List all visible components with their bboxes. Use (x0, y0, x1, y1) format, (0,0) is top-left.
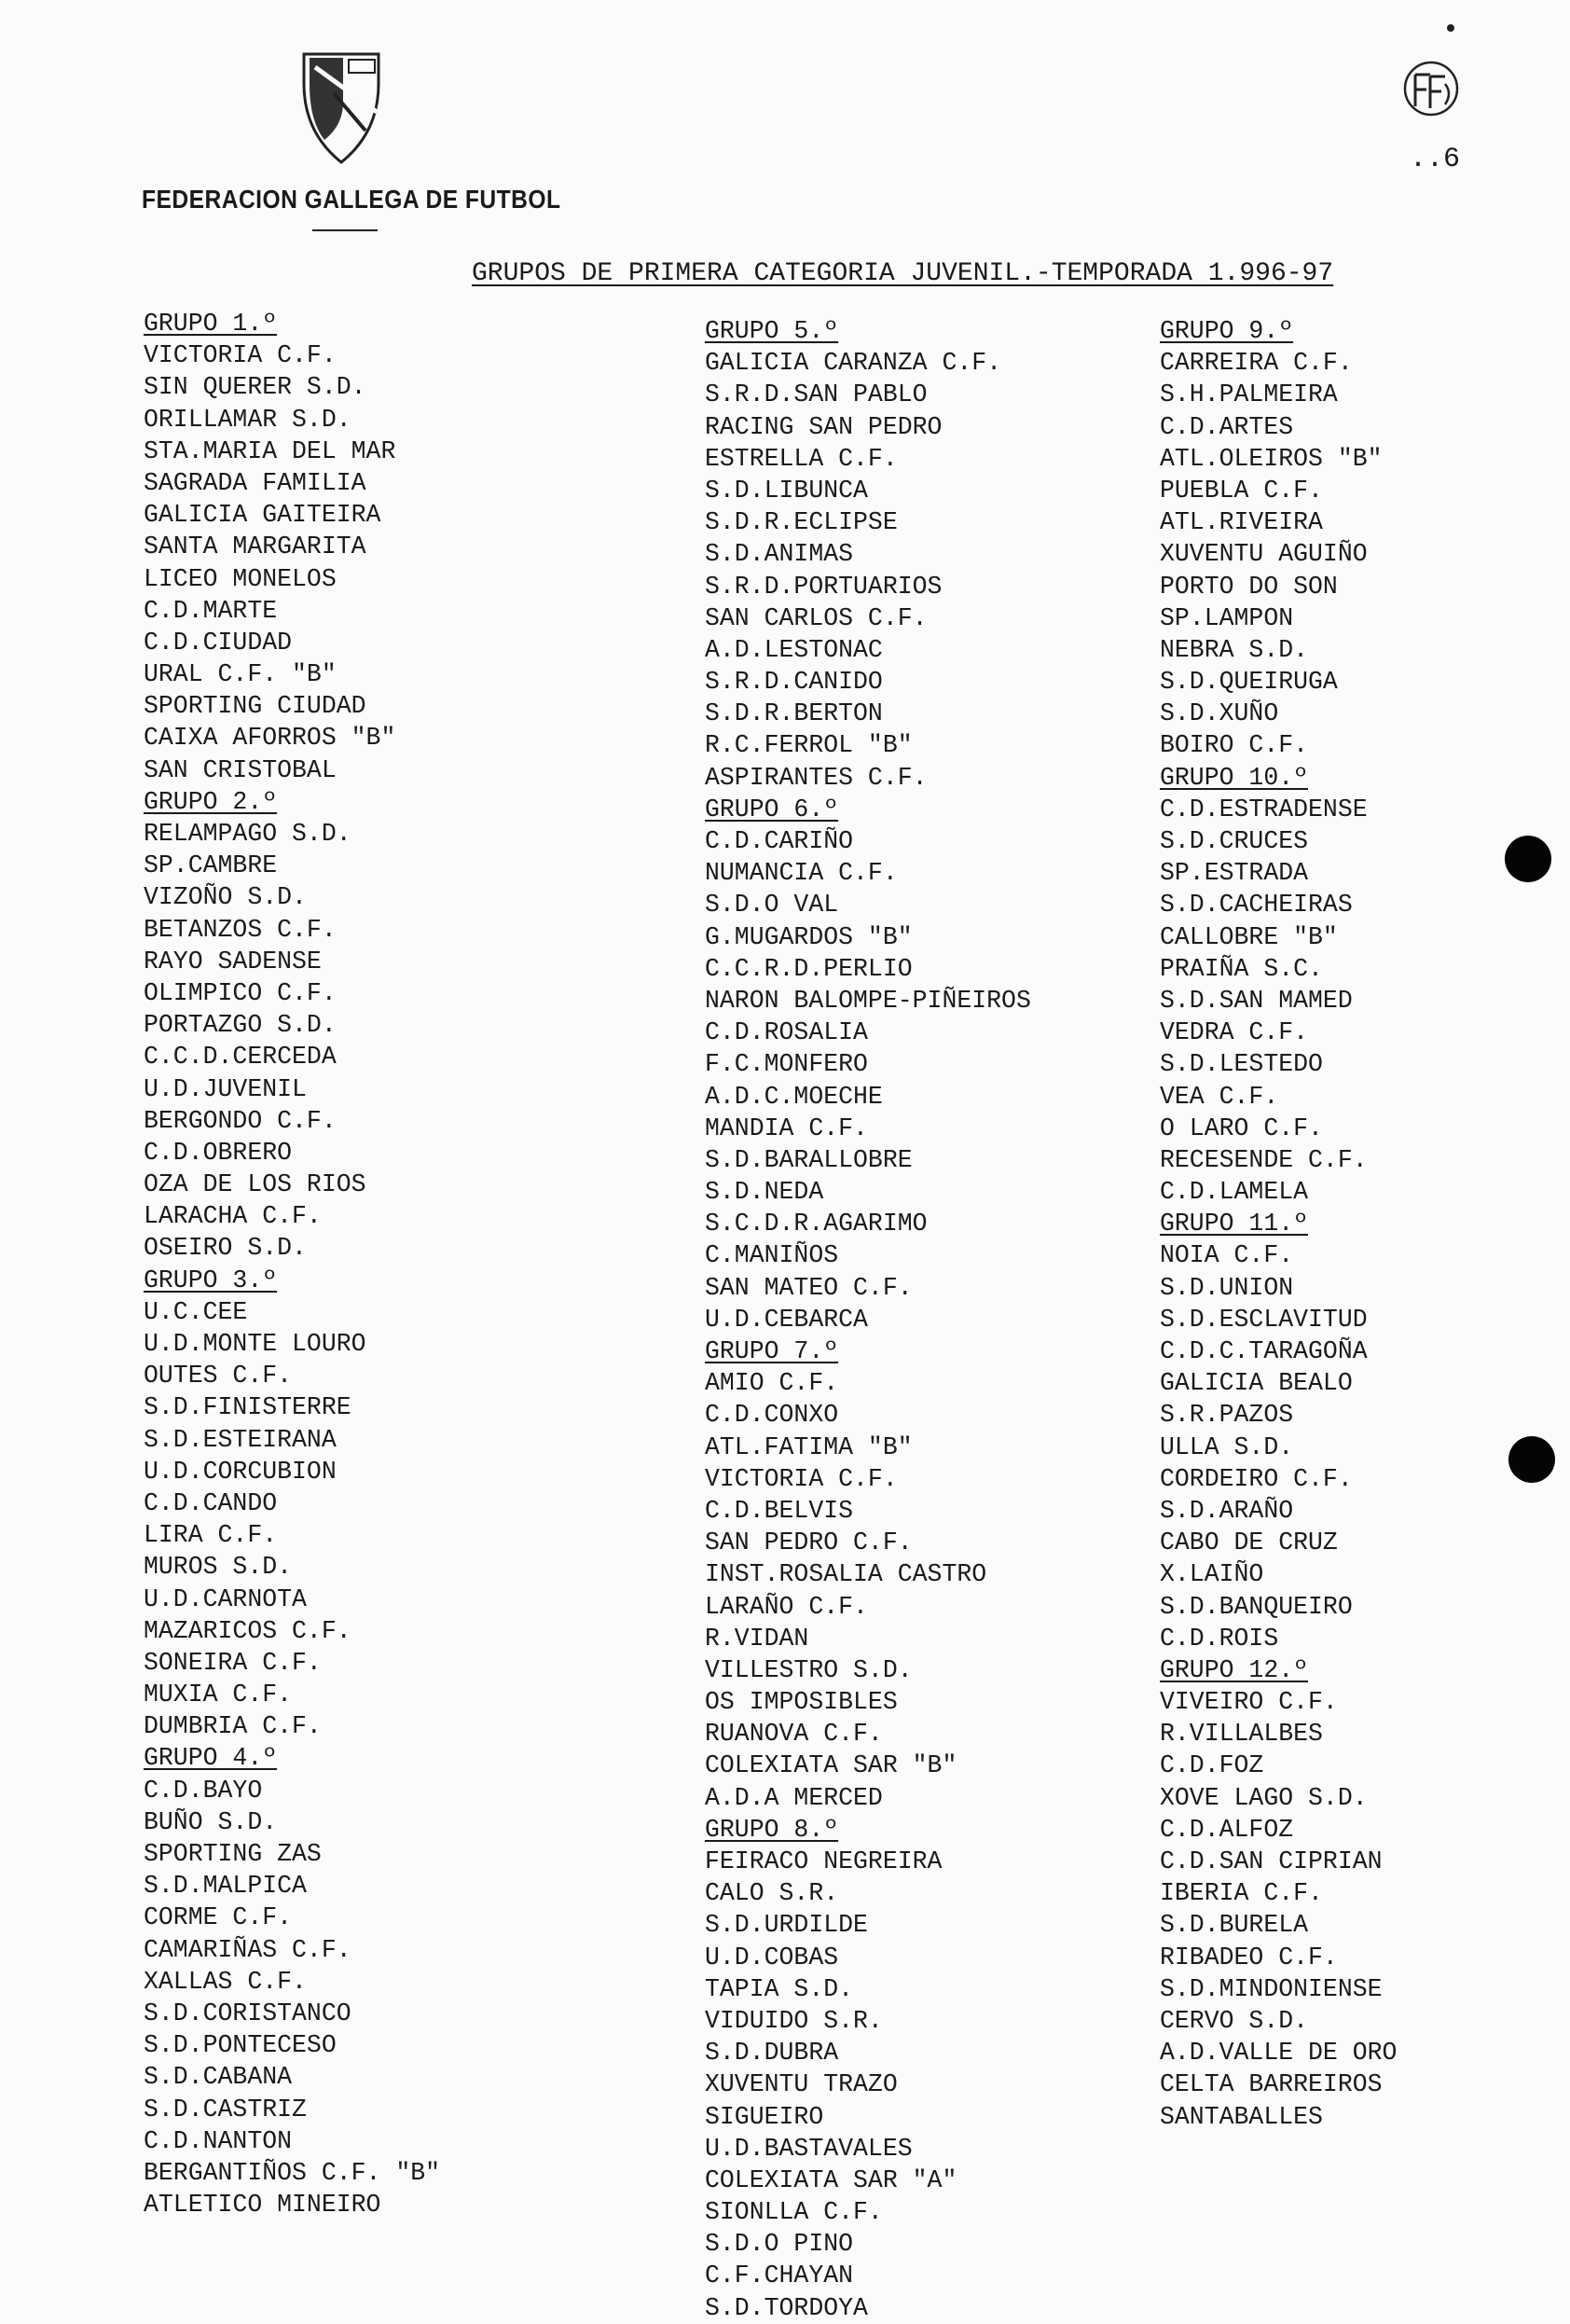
team-name: C.D.ALFOZ (1160, 1815, 1294, 1844)
team-name: XALLAS C.F. (144, 1967, 307, 1996)
team-name: LIRA C.F. (144, 1521, 278, 1550)
group-heading: GRUPO 12.º (1160, 1655, 1309, 1684)
team-name: VIDUIDO S.R. (705, 2006, 883, 2035)
team-name: OS IMPOSIBLES (705, 1688, 898, 1717)
group-column-1 (144, 308, 440, 2220)
team-name: S.D.R.ECLIPSE (705, 508, 898, 537)
team-name: C.D.CANDO (144, 1488, 278, 1517)
team-name: C.D.C.TARAGOÑA (1160, 1337, 1368, 1365)
team-name: SP.ESTRADA (1160, 859, 1309, 888)
team-name: COLEXIATA SAR "A" (705, 2165, 957, 2194)
team-name: PRAIÑA S.C. (1160, 954, 1323, 983)
group-heading: GRUPO 10.º (1160, 763, 1309, 792)
team-name: C.MANIÑOS (705, 1241, 839, 1270)
team-name: ATL.RIVEIRA (1160, 508, 1323, 537)
team-name: ATL.OLEIROS "B" (1160, 444, 1383, 473)
team-name: C.D.BELVIS (705, 1496, 854, 1525)
team-name: C.D.ESTRADENSE (1160, 795, 1368, 823)
team-name: O LARO C.F. (1160, 1114, 1323, 1142)
team-name: G.MUGARDOS "B" (705, 922, 913, 951)
organization-name: FEDERACION GALLEGA DE FUTBOL (142, 185, 561, 214)
team-name: MUXIA C.F. (144, 1681, 293, 1709)
team-name: OZA DE LOS RIOS (144, 1170, 366, 1199)
team-name: TAPIA S.D. (705, 1974, 854, 2003)
team-name: OUTES C.F. (144, 1362, 293, 1390)
team-name: S.D.MINDONIENSE (1160, 1974, 1383, 2003)
team-name: S.D.CACHEIRAS (1160, 891, 1353, 920)
team-name: C.D.ARTES (1160, 412, 1294, 441)
team-name: S.H.PALMEIRA (1160, 380, 1338, 409)
team-name: VEDRA C.F. (1160, 1018, 1309, 1047)
team-name: S.D.URDILDE (705, 1911, 868, 1940)
team-name: DUMBRIA C.F. (144, 1712, 322, 1741)
team-name: S.D.XUÑO (1160, 699, 1279, 728)
team-name: CORDEIRO C.F. (1160, 1464, 1353, 1493)
team-name: CARREIRA C.F. (1160, 349, 1353, 378)
team-name: S.R.D.CANIDO (705, 668, 883, 697)
team-name: MANDIA C.F. (705, 1114, 868, 1142)
team-name: ULLA S.D. (1160, 1432, 1294, 1461)
team-name: S.D.TORDOYA (705, 2293, 868, 2322)
ink-dot (1447, 24, 1454, 32)
team-name: SIN QUERER S.D. (144, 373, 366, 402)
page-number: ..6 (1410, 144, 1461, 175)
team-name: SAN CRISTOBAL (144, 755, 337, 784)
team-name: CALO S.R. (705, 1879, 839, 1908)
group-heading: GRUPO 5.º (705, 317, 839, 345)
team-name: C.D.ROIS (1160, 1624, 1279, 1653)
team-name: R.C.FERROL "B" (705, 731, 913, 760)
team-name: IBERIA C.F. (1160, 1879, 1323, 1908)
group-column-2 (705, 315, 1031, 2324)
ffg-seal-icon (1398, 56, 1464, 121)
team-name: SAN MATEO C.F. (705, 1273, 913, 1302)
team-name: URAL C.F. "B" (144, 660, 337, 689)
team-name: BETANZOS C.F. (144, 915, 337, 944)
team-name: U.C.CEE (144, 1297, 248, 1326)
team-name: S.D.MALPICA (144, 1872, 307, 1901)
team-name: S.D.R.BERTON (705, 699, 883, 728)
team-name: S.D.ESCLAVITUD (1160, 1305, 1368, 1334)
team-name: INST.ROSALIA CASTRO (705, 1560, 987, 1589)
team-name: C.D.CONXO (705, 1401, 839, 1430)
federation-crest-icon (296, 47, 386, 166)
team-name: XOVE LAGO S.D. (1160, 1783, 1368, 1812)
team-name: A.D.A MERCED (705, 1783, 883, 1812)
team-name: SPORTING ZAS (144, 1840, 322, 1868)
team-name: NEBRA S.D. (1160, 635, 1309, 664)
team-name: AMIO C.F. (705, 1369, 839, 1398)
team-name: C.D.CARIÑO (705, 827, 854, 855)
team-name: XUVENTU TRAZO (705, 2070, 898, 2099)
team-name: S.D.O PINO (705, 2230, 854, 2259)
binder-hole (1508, 1436, 1555, 1483)
team-name: VILLESTRO S.D. (705, 1655, 913, 1684)
team-name: S.D.BARALLOBRE (705, 1145, 913, 1174)
team-name: CELTA BARREIROS (1160, 2070, 1383, 2099)
team-name: LARACHA C.F. (144, 1202, 322, 1231)
team-name: S.D.CASTRIZ (144, 2095, 307, 2123)
team-name: U.D.CORCUBION (144, 1457, 337, 1486)
team-name: S.D.BANQUEIRO (1160, 1592, 1353, 1621)
group-heading: GRUPO 6.º (705, 795, 839, 823)
team-name: RACING SAN PEDRO (705, 412, 943, 441)
team-name: ATLETICO MINEIRO (144, 2191, 381, 2220)
team-name: PORTO DO SON (1160, 572, 1338, 601)
team-name: U.D.CEBARCA (705, 1305, 868, 1334)
team-name: A.D.C.MOECHE (705, 1082, 883, 1111)
team-name: VICTORIA C.F. (144, 341, 337, 370)
team-name: BUÑO S.D. (144, 1807, 278, 1836)
binder-hole (1505, 836, 1551, 882)
team-name: OLIMPICO C.F. (144, 978, 337, 1007)
team-name: C.D.FOZ (1160, 1751, 1264, 1780)
team-name: CABO DE CRUZ (1160, 1529, 1338, 1557)
team-name: X.LAIÑO (1160, 1560, 1264, 1589)
team-name: MUROS S.D. (144, 1553, 293, 1582)
team-name: OSEIRO S.D. (144, 1234, 307, 1263)
team-name: MAZARICOS C.F. (144, 1616, 351, 1645)
team-name: S.D.ANIMAS (705, 540, 854, 569)
team-name: C.D.OBRERO (144, 1138, 293, 1167)
group-heading: GRUPO 4.º (144, 1744, 278, 1773)
team-name: S.D.DUBRA (705, 2039, 839, 2068)
team-name: ORILLAMAR S.D. (144, 405, 351, 434)
team-name: C.D.MARTE (144, 596, 278, 625)
team-name: S.D.CABANA (144, 2063, 293, 2092)
team-name: S.D.LESTEDO (1160, 1050, 1323, 1079)
team-name: S.R.D.SAN PABLO (705, 380, 928, 409)
team-name: SIGUEIRO (705, 2102, 824, 2131)
group-heading: GRUPO 1.º (144, 310, 278, 338)
team-name: ASPIRANTES C.F. (705, 763, 928, 792)
team-name: RECESENDE C.F. (1160, 1145, 1368, 1174)
team-name: ATL.FATIMA "B" (705, 1432, 913, 1461)
team-name: SP.LAMPON (1160, 603, 1294, 632)
team-name: R.VIDAN (705, 1624, 809, 1653)
team-name: R.VILLALBES (1160, 1720, 1323, 1749)
team-name: U.D.JUVENIL (144, 1074, 307, 1103)
team-name: NUMANCIA C.F. (705, 859, 898, 888)
team-name: CAIXA AFORROS "B" (144, 724, 396, 753)
team-name: S.D.LIBUNCA (705, 476, 868, 505)
team-name: S.R.D.PORTUARIOS (705, 572, 943, 601)
team-name: F.C.MONFERO (705, 1050, 868, 1079)
team-name: SONEIRA C.F. (144, 1648, 322, 1677)
team-name: C.C.D.CERCEDA (144, 1043, 337, 1072)
team-name: C.D.SAN CIPRIAN (1160, 1847, 1383, 1875)
team-name: CAMARIÑAS C.F. (144, 1935, 351, 1964)
team-name: C.D.BAYO (144, 1776, 263, 1805)
team-name: XUVENTU AGUIÑO (1160, 540, 1368, 569)
team-name: VIVEIRO C.F. (1160, 1688, 1338, 1717)
team-name: S.D.FINISTERRE (144, 1393, 351, 1422)
team-name: PORTAZGO S.D. (144, 1011, 337, 1040)
team-name: SANTABALLES (1160, 2102, 1323, 2131)
group-heading: GRUPO 7.º (705, 1337, 839, 1365)
team-name: SIONLLA C.F. (705, 2198, 883, 2227)
team-name: S.D.PONTECESO (144, 2031, 337, 2060)
team-name: RUANOVA C.F. (705, 1720, 883, 1749)
team-name: S.D.ARAÑO (1160, 1496, 1294, 1525)
group-heading: GRUPO 9.º (1160, 317, 1294, 345)
team-name: S.D.CRUCES (1160, 827, 1309, 855)
team-name: U.D.MONTE LOURO (144, 1330, 366, 1358)
team-name: C.D.LAMELA (1160, 1178, 1309, 1207)
team-name: C.D.CIUDAD (144, 628, 293, 657)
team-name: GALICIA CARANZA C.F. (705, 349, 1002, 378)
team-name: RIBADEO C.F. (1160, 1943, 1338, 1971)
team-name: S.C.D.R.AGARIMO (705, 1210, 928, 1238)
team-name: BERGONDO C.F. (144, 1106, 337, 1135)
team-name: S.D.CORISTANCO (144, 1999, 351, 2027)
team-name: BERGANTIÑOS C.F. "B" (144, 2158, 441, 2187)
team-name: S.D.QUEIRUGA (1160, 668, 1338, 697)
team-name: RELAMPAGO S.D. (144, 820, 351, 848)
team-name: LICEO MONELOS (144, 564, 337, 593)
group-heading: GRUPO 3.º (144, 1266, 278, 1294)
team-name: VICTORIA C.F. (705, 1464, 898, 1493)
team-name: ESTRELLA C.F. (705, 444, 898, 473)
team-name: S.D.SAN MAMED (1160, 986, 1353, 1015)
team-name: A.D.VALLE DE ORO (1160, 2039, 1398, 2068)
team-name: CORME C.F. (144, 1903, 293, 1932)
team-name: CALLOBRE "B" (1160, 922, 1338, 951)
team-name: VEA C.F. (1160, 1082, 1279, 1111)
team-name: GALICIA BEALO (1160, 1369, 1353, 1398)
team-name: LARAÑO C.F. (705, 1592, 868, 1621)
team-name: CERVO S.D. (1160, 2006, 1309, 2035)
group-heading: GRUPO 11.º (1160, 1210, 1309, 1238)
team-name: C.D.ROSALIA (705, 1018, 868, 1047)
team-name: FEIRACO NEGREIRA (705, 1847, 943, 1875)
document-title: GRUPOS DE PRIMERA CATEGORIA JUVENIL.-TEMPORADA 1.996-97 (472, 259, 1334, 288)
group-heading: GRUPO 2.º (144, 787, 278, 816)
team-name: NOIA C.F. (1160, 1241, 1294, 1270)
team-name: VIZOÑO S.D. (144, 883, 307, 912)
team-name: SAN PEDRO C.F. (705, 1529, 913, 1557)
group-heading: GRUPO 8.º (705, 1815, 839, 1844)
organization-underline (312, 229, 378, 231)
team-name: U.D.BASTAVALES (705, 2134, 913, 2163)
team-name: STA.MARIA DEL MAR (144, 436, 396, 465)
team-name: A.D.LESTONAC (705, 635, 883, 664)
team-name: S.D.BURELA (1160, 1911, 1309, 1940)
team-name: U.D.COBAS (705, 1943, 839, 1971)
team-name: SAN CARLOS C.F. (705, 603, 928, 632)
team-name: C.C.R.D.PERLIO (705, 954, 913, 983)
team-name: C.F.CHAYAN (705, 2262, 854, 2290)
team-name: S.D.UNION (1160, 1273, 1294, 1302)
team-name: C.D.NANTON (144, 2126, 293, 2155)
team-name: S.R.PAZOS (1160, 1401, 1294, 1430)
team-name: NARON BALOMPE-PIÑEIROS (705, 986, 1031, 1015)
team-name: S.D.NEDA (705, 1178, 824, 1207)
team-name: PUEBLA C.F. (1160, 476, 1323, 505)
team-name: SANTA MARGARITA (144, 533, 366, 561)
team-name: S.D.O VAL (705, 891, 839, 920)
team-name: U.D.CARNOTA (144, 1584, 307, 1613)
team-name: SPORTING CIUDAD (144, 692, 366, 721)
group-column-3 (1160, 315, 1397, 2133)
team-name: S.D.ESTEIRANA (144, 1425, 337, 1454)
team-name: BOIRO C.F. (1160, 731, 1309, 760)
team-name: GALICIA GAITEIRA (144, 501, 381, 530)
team-name: RAYO SADENSE (144, 947, 322, 975)
team-name: COLEXIATA SAR "B" (705, 1751, 957, 1780)
team-name: SAGRADA FAMILIA (144, 468, 366, 497)
team-name: SP.CAMBRE (144, 851, 278, 880)
